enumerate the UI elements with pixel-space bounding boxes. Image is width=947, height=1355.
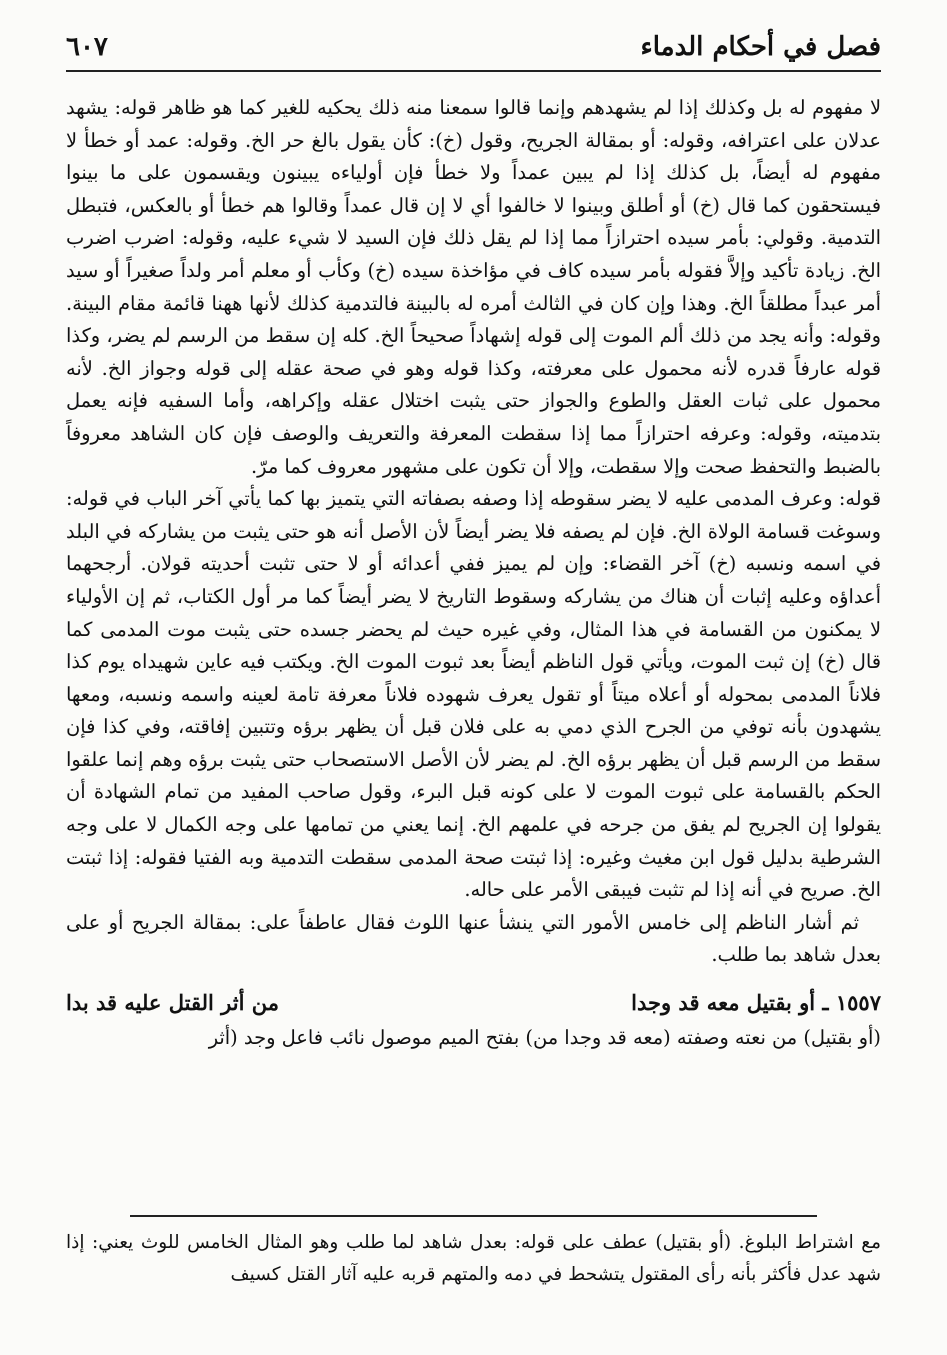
verse-second-hemistich: من أثر القتل عليه قد بدا bbox=[66, 990, 279, 1016]
page-number: ٦٠٧ bbox=[66, 32, 108, 62]
footnote: مع اشتراط البلوغ. (أو بقتيل) عطف على قوله: بعدل شاهد لما طلب وهو المثال الخامس للوث يعني: إذا شهد عدل فأكثر بأنه رأى المقتول يتشحط في دمه والمتهم قربه عليه آثار القتل كسيف bbox=[66, 1232, 881, 1285]
verse-line bbox=[66, 986, 881, 1020]
page-header bbox=[66, 24, 881, 72]
verse-commentary: (أو بقتيل) من نعته وصفته (معه قد وجدا من) بفتح الميم موصول نائب فاعل وجد (أثر bbox=[208, 1026, 881, 1050]
paragraph-2: قوله: وعرف المدمى عليه لا يضر سقوطه إذا وصفه بصفاته التي يتميز بها كما يأتي آخر الباب في قوله: وسوغت قسامة الولاة الخ. فإن لم يصفه فلا يضر أيضاً لأن الأصل أنه هو حتى يثبت من يشاركه في البلد في اسمه ونسبه (خ) آخر القضاء: وإن لم يميز ففي أعدائه أو لا حتى تثبت أحديته قولان. أرجحهما أعداؤه وعليه إثبات أن هناك من يشاركه وسقوط التاريخ لا يضر أيضاً كما مر أول الكتاب، ثم إن الأولياء لا يمكنون من القسامة في هذا المثال، وفي غيره حيث لم يحضر جسده حتى يثبت موت المدمى كما قال (خ) إن ثبت الموت، ويأتي قول الناظم أيضاً بعد ثبوت الموت الخ. ويكتب فيه عاين شهيداه يوم كذا فلاناً المدمى بمحوله أو أعلاه ميتاً أو تقول يعرف شهوده فلاناً معرفة تامة لعينه واسمه ونسبه، ومعها يشهدون بأنه توفي من الجرح الذي دمي به على فلان قبل أن يظهر برؤه وتتبين إفاقته، وفي كذا فإن سقط من الرسم قبل أن يظهر برؤه الخ. لم يضر لأن الأصل الاستصحاب حتى يثبت برؤه وهم إنما علقوا الحكم بالقسامة على ثبوت الموت لا على كونه قبل البرء، وقول صاحب المفيد من تمام الشهادة أن يقولوا إن الجريح لم يفق من جرحه في علمهم الخ. إنما يعني من تمامها على وجه الكمال لا على وجه الشرطية بدليل قول ابن مغيث وغيره: إذا ثبتت صحة المدمى سقطت التدمية وبه الفتيا فقوله: إذا ثبتت الخ. صريح في أنه إذا لم تثبت فيبقى الأمر على حاله. bbox=[66, 487, 881, 902]
paragraph-1: لا مفهوم له بل وكذلك إذا لم يشهدهم وإنما قالوا سمعنا منه ذلك يحكيه للغير كما هو ظاهر قوله: يشهد عدلان على اعترافه، وقوله: أو بمقالة الجريح، وقول (خ): كأن يقول بالغ حر الخ. وقوله: عمد أو خطأ لا مفهوم له أيضاً، بل كذلك إذا لم يبين عمداً ولا خطأ فإن أولياءه يبينون ويقسمون على ما بينوا فيستحقون كما قال (خ) أو أطلق وبينوا لا خالفوا أي لا إن قال عمداً وقالوا هم خطأ أو بالعكس، فتبطل التدمية. وقولي: بأمر سيده احترازاً مما إذا لم يقل ذلك فإن السيد لا شيء عليه، وقوله: اضرب اضرب الخ. زيادة تأكيد وإلاَّ فقوله بأمر سيده كاف في مؤاخذة سيده (خ) وكأب أو معلم أمر ولداً صغيراً أو سيد أمر عبداً مطلقاً الخ. وهذا وإن كان في الثالث أمره له بالبينة فالتدمية كذلك لأنها ههنا قائمة مقام البينة. وقوله: وأنه يجد من ذلك ألم الموت إلى قوله إشهاداً صحيحاً الخ. كله إن سقط من الرسم لم يضر، وكذا قوله عارفاً قدره لأنه محمول على معرفته، وكذا قوله وهو في صحة عقله إلى قوله وجواز الخ. لأنه محمول على ثبات العقل والطوع والجواز حتى يثبت اختلال عقله وإكراهه، وأما السفيه فإنه يعمل بتدميته، وقوله: وعرفه احترازاً مما إذا سقطت المعرفة والتعريف والوصف فإن كان الشاهد معروفاً بالضبط والتحفظ صحت وإلا سقطت، وإلا أن تكون على مشهور معروف كما مرّ. bbox=[66, 96, 881, 478]
verse-first-hemistich: ١٥٥٧ ـ أو بقتيل معه قد وجدا bbox=[631, 990, 881, 1016]
footnote-divider bbox=[130, 1215, 817, 1217]
running-title: فصل في أحكام الدماء bbox=[640, 32, 881, 62]
main-text bbox=[66, 92, 881, 1054]
paragraph-3: ثم أشار الناظم إلى خامس الأمور التي ينشأ عنها اللوث فقال عاطفاً على: بمقالة الجريح أو على بعدل شاهد بما طلب. bbox=[66, 910, 881, 967]
